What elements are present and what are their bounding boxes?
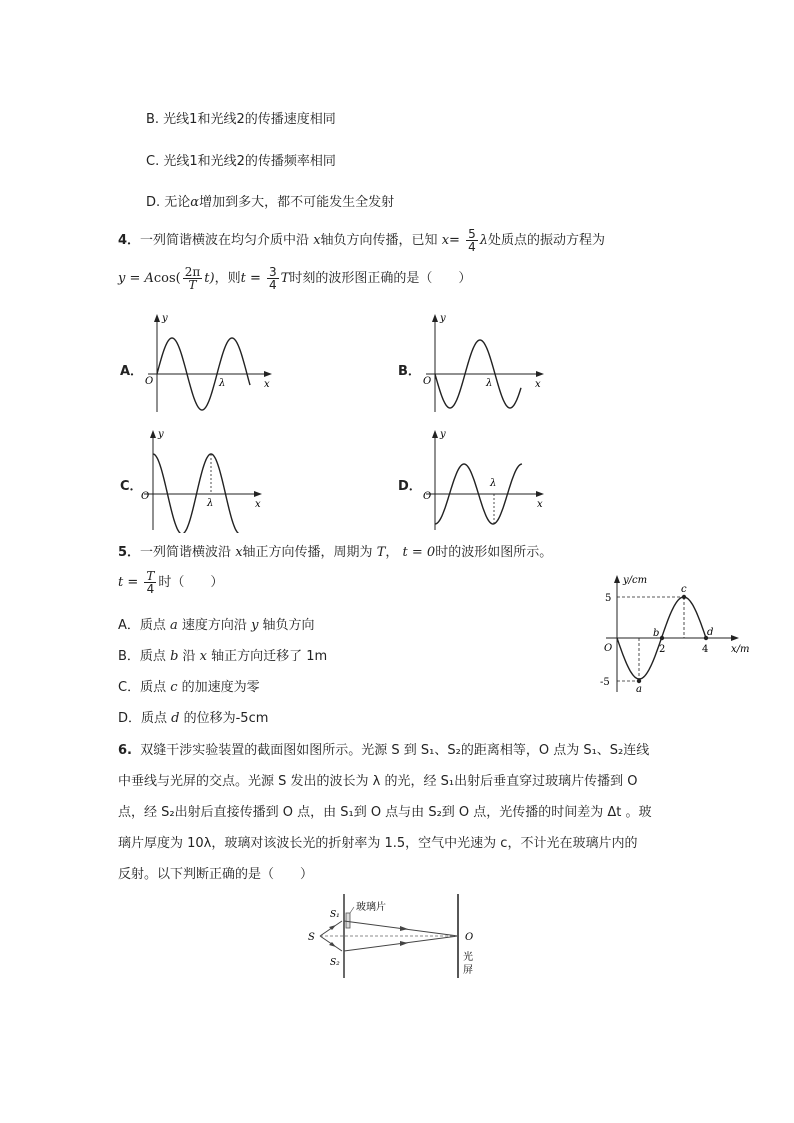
x-axis-arrow bbox=[731, 635, 739, 641]
q5-stem-line2: t = $\frac{T}{4}$ 时（ ） bbox=[118, 569, 224, 596]
y-label: y bbox=[158, 429, 164, 440]
origin-label: O bbox=[604, 643, 613, 654]
x-label: x bbox=[264, 379, 270, 390]
x-axis-arrow bbox=[264, 371, 272, 377]
x-label: x bbox=[537, 499, 543, 510]
q4-stem-line1: 4．一列简谐横波在均匀介质中沿 x轴负方向传播，已知 x= $\frac{5}{4}$ λ处质点的振动方程为 bbox=[118, 227, 605, 254]
point-b-label: b bbox=[653, 628, 660, 639]
y-axis-arrow bbox=[432, 430, 438, 438]
q6-stem-line3: 点，经 S₂出射后直接传播到 O 点，由 S₁到 O 点与由 S₂到 O 点，光传播的时间差为 Δt 。玻 bbox=[118, 805, 652, 820]
point-c-label: c bbox=[681, 584, 687, 595]
y-axis-arrow bbox=[614, 575, 620, 583]
glass-pointer bbox=[350, 907, 354, 913]
point-d-label: d bbox=[707, 627, 714, 638]
y-axis-label: y/cm bbox=[623, 575, 648, 586]
q4-equation-fraction: $\frac{2\pi}{T}$ bbox=[184, 265, 201, 292]
origin-label: O bbox=[423, 491, 432, 502]
label-s2: S₂ bbox=[330, 958, 340, 968]
y-label: y bbox=[162, 313, 168, 324]
y-label: y bbox=[440, 313, 446, 324]
q6-stem-line2: 中垂线与光屏的交点。光源 S 发出的波长为 λ 的光，经 S₁出射后垂直穿过玻璃片传播到 O bbox=[118, 774, 638, 789]
label-screen-1: 光 bbox=[463, 952, 473, 963]
q4-graph-d bbox=[418, 428, 558, 533]
lambda-label: λ bbox=[486, 378, 493, 389]
x-axis-label: x/m bbox=[731, 644, 750, 655]
glass-plate bbox=[346, 913, 350, 928]
y-axis-arrow bbox=[150, 430, 156, 438]
q4-option-c-label: C． bbox=[120, 479, 143, 494]
q5-time-fraction: $\frac{T}{4}$ bbox=[146, 569, 155, 596]
x-label: x bbox=[255, 499, 261, 510]
y-axis-arrow bbox=[432, 314, 438, 322]
label-s1: S₁ bbox=[330, 910, 340, 920]
y-tick-neg5: -5 bbox=[600, 677, 610, 688]
lambda-label: λ bbox=[219, 378, 226, 389]
origin-label: O bbox=[145, 376, 154, 387]
q6-stem-line5: 反射。以下判断正确的是（ ） bbox=[118, 867, 314, 882]
q6-stem-line1: 6. 双缝干涉实验装置的截面图如图所示。光源 S 到 S₁、S₂的距离相等，O 点为 S₁、S₂连线 bbox=[118, 743, 650, 758]
q4-graph-b bbox=[418, 312, 558, 417]
q5-option-d: D．质点 d 的位移为-5cm bbox=[118, 711, 269, 726]
point-c bbox=[682, 595, 686, 599]
q6-double-slit-diagram bbox=[300, 888, 500, 988]
lambda-label: λ bbox=[490, 478, 497, 489]
q4-graph-c bbox=[136, 428, 276, 533]
point-b bbox=[660, 636, 664, 640]
label-s: S bbox=[308, 932, 315, 943]
x-axis-arrow bbox=[254, 491, 262, 497]
x-tick-4: 4 bbox=[702, 644, 709, 655]
label-glass: 玻璃片 bbox=[356, 902, 386, 913]
q5-wave-graph bbox=[596, 570, 756, 695]
q4-option-a-label: A． bbox=[120, 364, 144, 379]
q4-position-fraction: $\frac{5}{4}$ bbox=[468, 227, 476, 254]
x-axis-arrow bbox=[536, 491, 544, 497]
q3-option-b: B. 光线1和光线2的传播速度相同 bbox=[146, 112, 336, 127]
q3-option-c: C. 光线1和光线2的传播频率相同 bbox=[146, 154, 336, 169]
x-axis-arrow bbox=[536, 371, 544, 377]
y-label: y bbox=[440, 429, 446, 440]
q5-option-b: B．质点 b 沿 x 轴正方向迁移了 1m bbox=[118, 649, 328, 664]
point-a-label: a bbox=[636, 684, 642, 695]
x-tick-2: 2 bbox=[659, 644, 666, 655]
q4-stem-line2: y = Acos( $\frac{2\pi}{T}$ t)，则t = $\frac{3}{4}$ T时刻的波形图正确的是（ ） bbox=[118, 265, 472, 292]
q4-time-fraction: $\frac{3}{4}$ bbox=[269, 265, 277, 292]
q5-option-a: A．质点 a 速度方向沿 y 轴负方向 bbox=[118, 618, 315, 633]
origin-label: O bbox=[141, 491, 150, 502]
lambda-label: λ bbox=[207, 498, 214, 509]
q3-option-d: D. 无论α增加到多大，都不可能发生全发射 bbox=[146, 195, 395, 210]
label-o: O bbox=[465, 932, 474, 943]
origin-label: O bbox=[423, 376, 432, 387]
label-screen-2: 屏 bbox=[463, 965, 473, 976]
q4-graph-a bbox=[140, 312, 280, 417]
q6-stem-line4: 璃片厚度为 10λ，玻璃对该波长光的折射率为 1.5，空气中光速为 c，不计光在玻璃片内的 bbox=[118, 836, 638, 851]
point-a bbox=[637, 679, 641, 683]
q5-option-c: C．质点 c 的加速度为零 bbox=[118, 680, 260, 695]
q4-option-b-label: B． bbox=[398, 364, 421, 379]
q4-option-d-label: D． bbox=[398, 479, 422, 494]
q5-stem-line1: 5．一列简谐横波沿 x轴正方向传播，周期为 T， t = 0时的波形如图所示。 bbox=[118, 545, 553, 560]
y-tick-5: 5 bbox=[605, 593, 612, 604]
y-axis-arrow bbox=[154, 314, 160, 322]
x-label: x bbox=[535, 379, 541, 390]
